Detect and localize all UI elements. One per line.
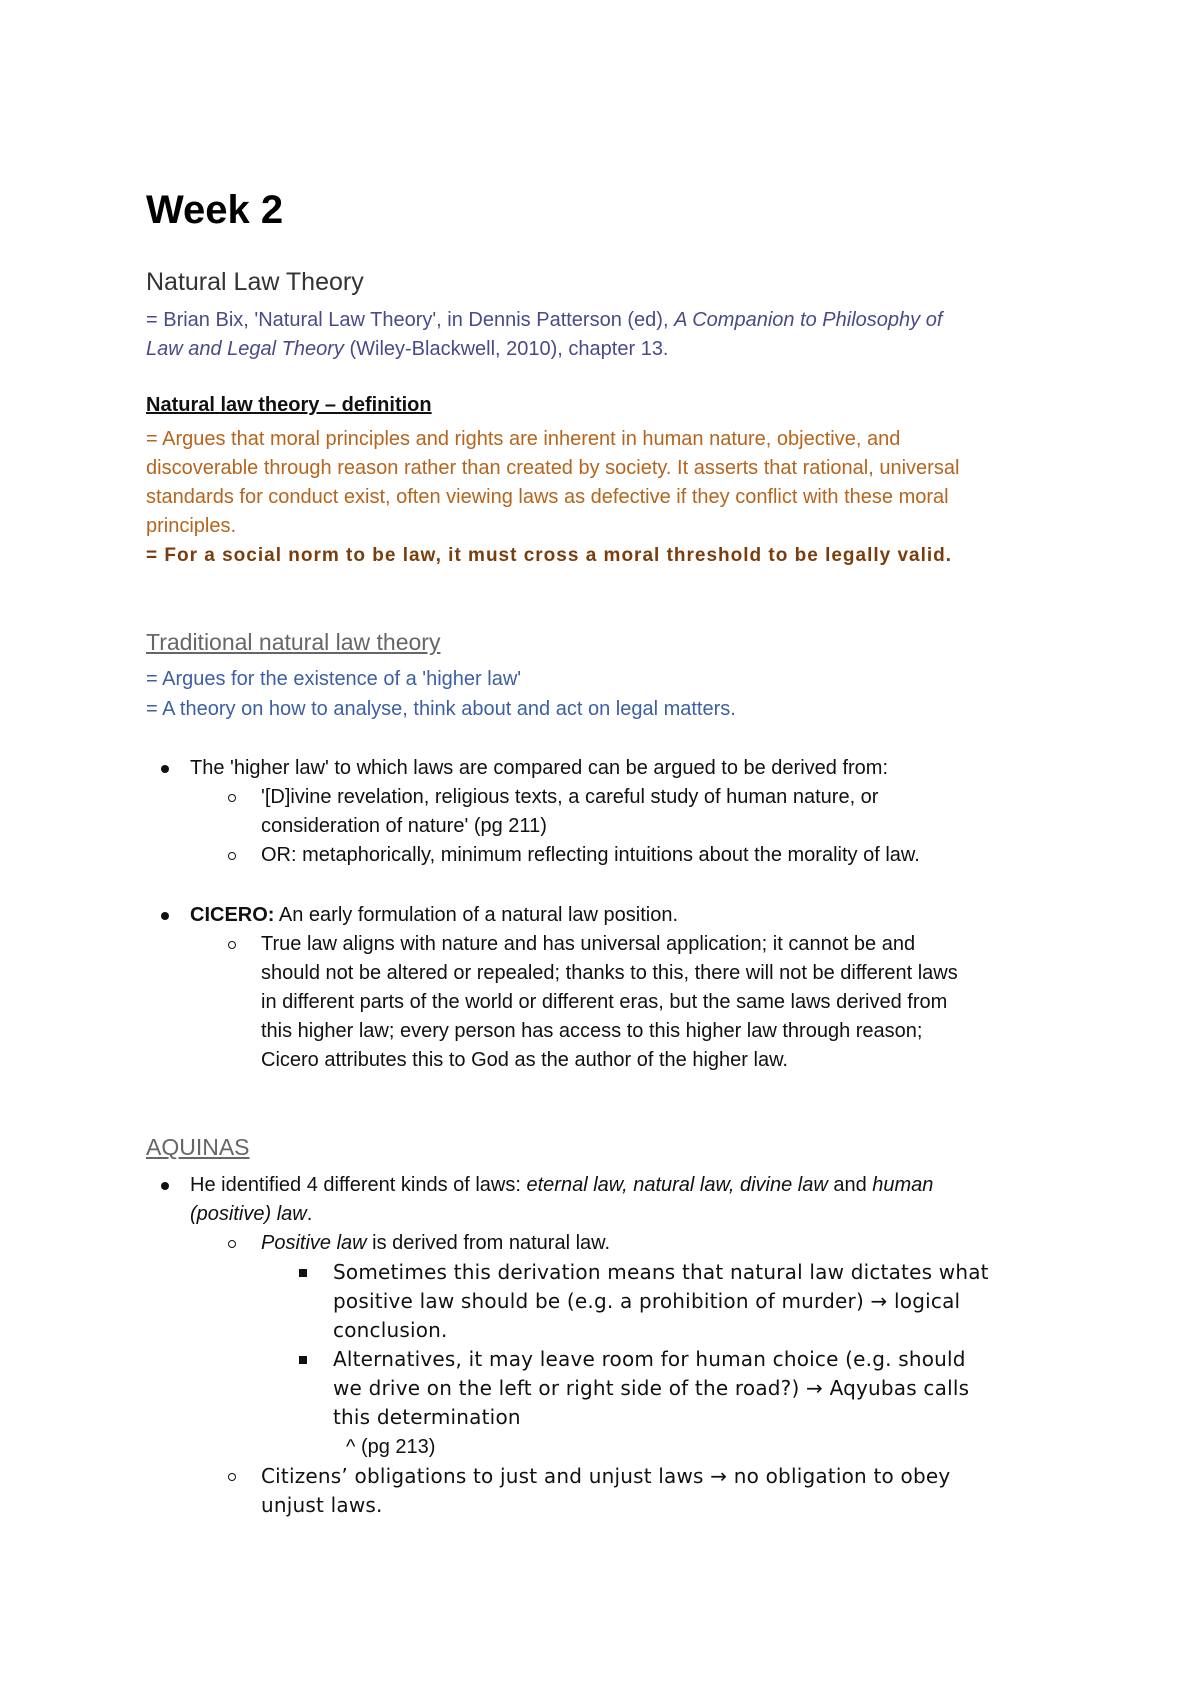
obligations-line: Citizens’ obligations to just and unjust laws → no obligation to obey xyxy=(261,1464,951,1488)
cicero-sub-line: should not be altered or repealed; thanks to this, there will not be different laws xyxy=(261,962,958,984)
aquinas-kinds-human: human xyxy=(872,1174,934,1196)
definition-line: standards for conduct exist, often viewing laws as defective if they conflict with these moral xyxy=(146,486,949,508)
section-subtitle: Natural Law Theory xyxy=(146,268,364,296)
derivation-point-line: conclusion. xyxy=(333,1318,448,1342)
alternative-point-line: this determination xyxy=(333,1405,521,1429)
higher-law-bullet: The 'higher law' to which laws are compared can be argued to be derived from: xyxy=(190,757,889,779)
definition-emphasis: = For a social norm to be law, it must cross a moral threshold to be legally valid. xyxy=(146,545,953,566)
reference-line-2 xyxy=(146,334,669,364)
definition-line: principles. xyxy=(146,515,237,537)
bullet-disc xyxy=(161,912,169,920)
bullet-circle xyxy=(228,794,236,802)
definition-line: = Argues that moral principles and rights are inherent in human nature, objective, and xyxy=(146,428,901,450)
cicero-sub-line: in different parts of the world or different eras, but the same laws derived from xyxy=(261,991,948,1013)
cicero-bullet xyxy=(190,900,678,930)
positive-law-sub xyxy=(261,1228,610,1258)
traditional-heading: Traditional natural law theory xyxy=(146,629,441,655)
cicero-sub-line: True law aligns with nature and has universal application; it cannot be and xyxy=(261,933,916,955)
reference-book-title-b: Law and Legal Theory xyxy=(146,338,344,360)
reference-prefix: = Brian Bix, 'Natural Law Theory', in Dennis Patterson (ed), xyxy=(146,309,675,331)
derivation-point-line: positive law should be (e.g. a prohibition of murder) → logical xyxy=(333,1289,961,1313)
cicero-sub-line: this higher law; every person has access to this higher law through reason; xyxy=(261,1020,923,1042)
bullet-circle xyxy=(228,1240,236,1248)
bullet-circle xyxy=(228,1473,236,1481)
aquinas-period: . xyxy=(306,1203,313,1225)
aquinas-kinds-and: and xyxy=(827,1174,873,1196)
derivation-sub-a: '[D]ivine revelation, religious texts, a careful study of human nature, or xyxy=(261,786,879,808)
cicero-label: CICERO: xyxy=(190,904,275,926)
definition-heading: Natural law theory – definition xyxy=(146,394,432,416)
aquinas-kinds-italic: eternal law, natural law, divine law xyxy=(526,1174,828,1196)
derivation-point-line: Sometimes this derivation means that natural law dictates what xyxy=(333,1260,989,1284)
bullet-circle xyxy=(228,852,236,860)
positive-law-rest: is derived from natural law. xyxy=(366,1232,611,1254)
reference-suffix: (Wiley-Blackwell, 2010), chapter 13. xyxy=(343,338,669,360)
reference-book-title-a: A Companion to Philosophy of xyxy=(674,309,943,331)
bullet-square xyxy=(299,1356,307,1364)
reference-line-1 xyxy=(146,305,942,335)
aquinas-kinds-intro: He identified 4 different kinds of laws: xyxy=(190,1174,527,1196)
cicero-text: An early formulation of a natural law position. xyxy=(274,904,679,926)
traditional-line: = A theory on how to analyse, think about and act on legal matters. xyxy=(146,698,736,720)
page-title: Week 2 xyxy=(146,188,284,232)
bullet-circle xyxy=(228,941,236,949)
definition-line: discoverable through reason rather than created by society. It asserts that rational, universal xyxy=(146,457,960,479)
metaphor-sub: OR: metaphorically, minimum reflecting intuitions about the morality of law. xyxy=(261,844,920,866)
aquinas-heading: AQUINAS xyxy=(146,1134,250,1160)
alternative-point-line: we drive on the left or right side of the road?) → Aqyubas calls xyxy=(333,1376,970,1400)
derivation-sub-b: consideration of nature' (pg 211) xyxy=(261,815,547,837)
page-reference-note: ^ (pg 213) xyxy=(346,1436,436,1458)
bullet-disc xyxy=(161,765,169,773)
alternative-point-line: Alternatives, it may leave room for human choice (e.g. should xyxy=(333,1347,966,1371)
obligations-line: unjust laws. xyxy=(261,1493,383,1517)
positive-law-term: Positive law xyxy=(261,1232,367,1254)
aquinas-kinds-line-1 xyxy=(190,1170,933,1200)
bullet-square xyxy=(299,1269,307,1277)
traditional-line: = Argues for the existence of a 'higher law' xyxy=(146,668,522,690)
aquinas-kinds-line-2 xyxy=(190,1199,312,1229)
bullet-disc xyxy=(161,1182,169,1190)
aquinas-positive-law: (positive) law xyxy=(190,1203,307,1225)
cicero-sub-line: Cicero attributes this to God as the author of the higher law. xyxy=(261,1049,788,1071)
